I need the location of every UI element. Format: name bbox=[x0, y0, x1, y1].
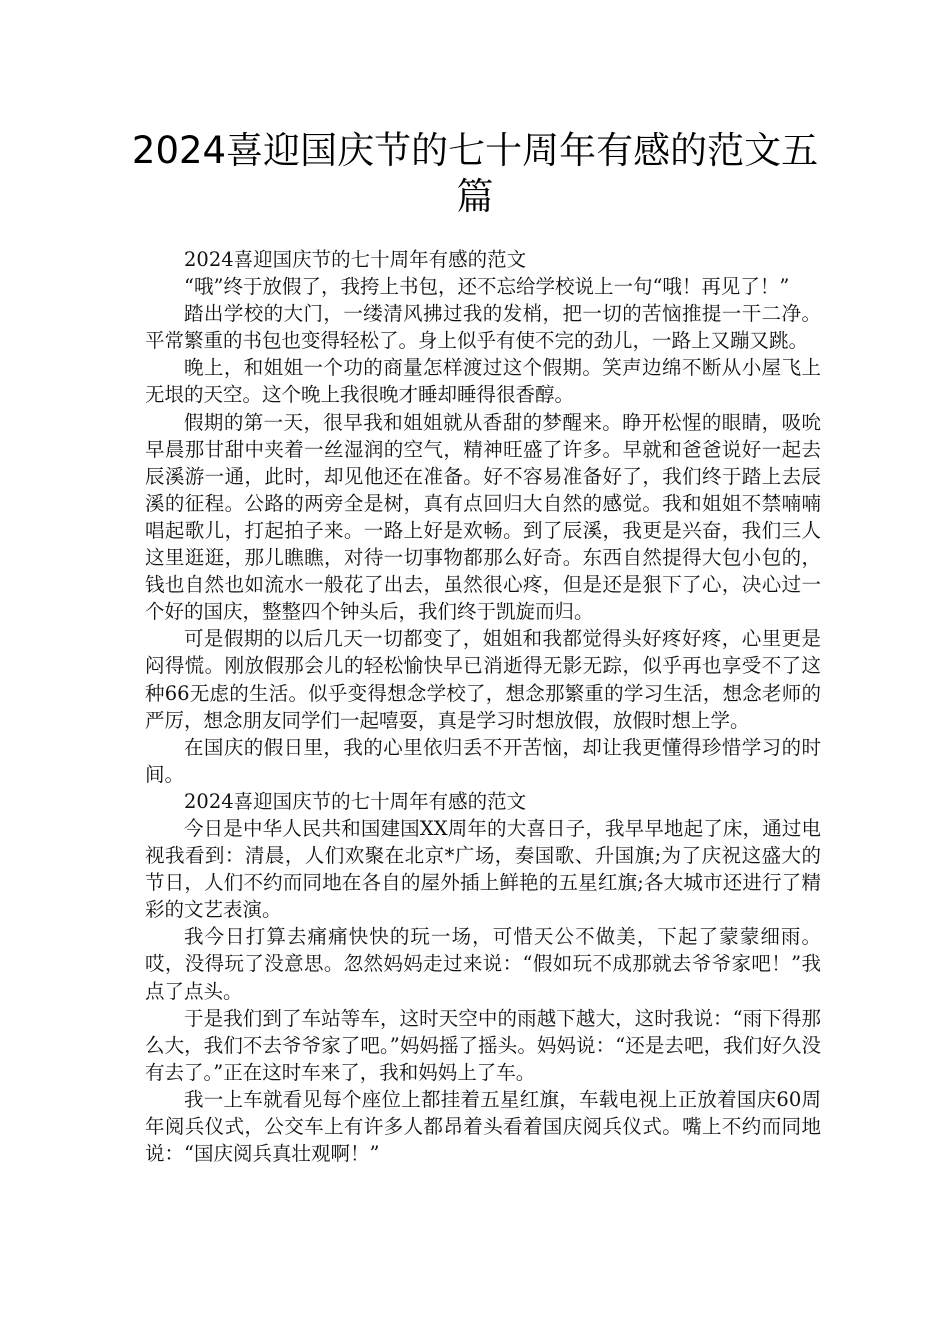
paragraph: 我今日打算去痛痛快快的玩一场，可惜天公不做美，下起了蒙蒙细雨。哎，没得玩了没意思。忽然妈妈走过来说：“假如玩不成那就去爷爷家吧！”我点了点头。 bbox=[145, 925, 821, 1003]
paragraph: 在国庆的假日里，我的心里依归丢不开苦恼，却让我更懂得珍惜学习的时间。 bbox=[145, 735, 821, 786]
paragraph: 晚上，和姐姐一个功的商量怎样渡过这个假期。笑声边绵不断从小屋飞上无垠的天空。这个晚上我很晚才睡却睡得很香醇。 bbox=[145, 356, 821, 407]
document-body bbox=[145, 246, 821, 1167]
paragraph: 可是假期的以后几天一切都变了，姐姐和我都觉得头好疼好疼，心里更是闷得慌。刚放假那会儿的轻松愉快早已消逝得无影无踪，似乎再也享受不了这种66无虑的生活。似乎变得想念学校了，想念那繁重的学习生活，想念老师的严厉，想念朋友同学们一起嘻耍，真是学习时想放假，放假时想上学。 bbox=[145, 627, 821, 732]
paragraph: 于是我们到了车站等车，这时天空中的雨越下越大，这时我说：“雨下得那么大，我们不去爷爷家了吧。”妈妈摇了摇头。妈妈说：“还是去吧，我们好久没有去了。”正在这时车来了，我和妈妈上了车。 bbox=[145, 1006, 821, 1084]
paragraph: 假期的第一天，很早我和姐姐就从香甜的梦醒来。睁开松惺的眼睛，吸吮早晨那甘甜中夹着一丝湿润的空气，精神旺盛了许多。早就和爸爸说好一起去辰溪游一通，此时，却见他还在准备。好不容易准备好了，我们终于踏上去辰溪的征程。公路的两旁全是树，真有点回归大自然的感觉。我和姐姐不禁喃喃唱起歌儿，打起拍子来。一路上好是欢畅。到了辰溪，我更是兴奋，我们三人这里逛逛，那儿瞧瞧，对待一切事物都那么好奇。东西自然提得大包小包的，钱也自然也如流水一般花了出去，虽然很心疼，但是还是狠下了心，决心过一个好的国庆，整整四个钟头后，我们终于凯旋而归。 bbox=[145, 410, 821, 624]
document-title: 2024喜迎国庆节的七十周年有感的范文五篇 bbox=[131, 129, 819, 218]
subtitle-1: 2024喜迎国庆节的七十周年有感的范文 bbox=[184, 248, 527, 271]
paragraph: “哦”终于放假了，我挎上书包，还不忘给学校说上一句“哦！再见了！” bbox=[184, 275, 790, 299]
paragraph: 踏出学校的大门，一缕清风拂过我的发梢，把一切的苦恼推提一干二净。平常繁重的书包也变得轻松了。身上似乎有使不完的劲儿，一路上又蹦又跳。 bbox=[145, 302, 821, 353]
paragraph: 我一上车就看见每个座位上都挂着五星红旗，车载电视上正放着国庆60周年阅兵仪式，公交车上有许多人都昂着头看着国庆阅兵仪式。嘴上不约而同地说：“国庆阅兵真壮观啊！” bbox=[145, 1087, 821, 1166]
subtitle-2: 2024喜迎国庆节的七十周年有感的范文 bbox=[184, 789, 527, 813]
paragraph: 今日是中华人民共和国建国XX周年的大喜日子，我早早地起了床，通过电视我看到：清晨，人们欢聚在北京*广场，奏国歌、升国旗;为了庆祝这盛大的节日，人们不约而同地在各自的屋外插上鲜艳的五星红旗;各大城市还进行了精彩的文艺表演。 bbox=[145, 816, 821, 922]
